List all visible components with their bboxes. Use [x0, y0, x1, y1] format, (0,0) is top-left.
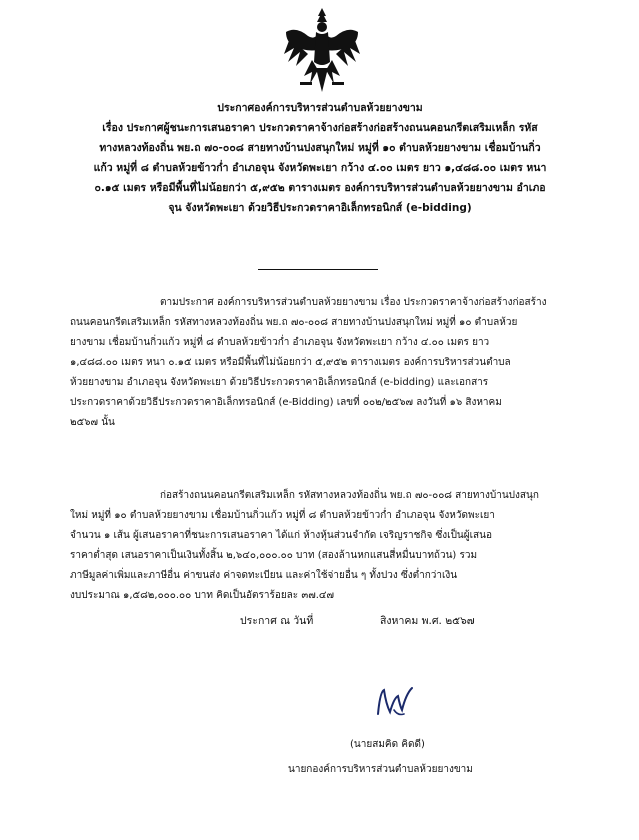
- paragraph-line: ประกวดราคาด้วยวิธีประกวดราคาอิเล็กทรอนิกส์ (e-Bidding) เลขที่ ๐๐๒/๒๕๖๗ ลงวันที่ ๑๖ สิงหาคม: [70, 397, 502, 408]
- paragraph-line: ภาษีมูลค่าเพิ่มและภาษีอื่น ค่าขนส่ง ค่าจดทะเบียน และค่าใช้จ่ายอื่น ๆ ทั้งปวง ซึ่งต่ำกว่าเงิน: [70, 570, 458, 581]
- subject-line: จุน จังหวัดพะเยา ด้วยวิธีประกวดราคาอิเล็กทรอนิกส์ (e-bidding): [168, 202, 472, 214]
- paragraph-reference: [70, 293, 575, 433]
- subject-line: ๐.๑๕ เมตร หรือมีพื้นที่ไม่น้อยกว่า ๕,๙๕๒ ตารางเมตร องค์การบริหารส่วนตำบลห้วยยางขาม อำเภอ: [94, 182, 546, 194]
- org-title: ประกาศองค์การบริหารส่วนตำบลห้วยยางขาม: [217, 102, 423, 114]
- paragraph-line: ๒๕๖๗ นั้น: [70, 417, 115, 428]
- announce-date: สิงหาคม พ.ศ. ๒๕๖๗: [380, 615, 475, 627]
- paragraph-line: งบประมาณ ๑,๕๘๒,๐๐๐.๐๐ บาท คิดเป็นอัตราร้อยละ ๓๗.๔๗: [70, 590, 334, 601]
- announcement-header: [40, 98, 600, 218]
- subject-line: แก้ว หมู่ที่ ๘ ตำบลห้วยข้าวก่ำ อำเภอจุน จังหวัดพะเยา กว้าง ๔.๐๐ เมตร ยาว ๑,๔๘๘.๐๐ เมตร หนา: [93, 162, 547, 174]
- paragraph-winner: [70, 486, 575, 606]
- paragraph-line: ราคาต่ำสุด เสนอราคาเป็นเงินทั้งสิ้น ๒,๖๔๐,๐๐๐.๐๐ บาท (สองล้านหกแสนสี่หมื่นบาทถ้วน) รวม: [70, 550, 478, 561]
- paragraph-line: ๑,๔๘๘.๐๐ เมตร หนา ๐.๑๕ เมตร หรือมีพื้นที่ไม่น้อยกว่า ๕,๙๕๒ ตารางเมตร องค์การบริหารส่วนตำบล: [70, 357, 511, 368]
- paragraph-line: ใหม่ หมู่ที่ ๑๐ ตำบลห้วยยางขาม เชื่อมบ้านกิ่วแก้ว หมู่ที่ ๘ ตำบลห้วยข้าวก่ำ อำเภอจุน จังหวัดพะเยา: [70, 510, 495, 521]
- paragraph-line: ยางขาม เชื่อมบ้านกิ่วแก้ว หมู่ที่ ๘ ตำบลห้วยข้าวก่ำ อำเภอจุน จังหวัดพะเยา กว้าง ๔.๐๐ เมตร ยาว: [70, 337, 490, 348]
- subject-line: เรื่อง ประกาศผู้ชนะการเสนอราคา ประกวดราคาจ้างก่อสร้างก่อสร้างถนนคอนกรีตเสริมเหล็ก รหัส: [102, 122, 538, 134]
- announce-prefix: ประกาศ ณ วันที่: [240, 615, 314, 627]
- signatory-name: (นายสมคิด คิดดี): [350, 739, 425, 750]
- paragraph-line: จำนวน ๑ เส้น ผู้เสนอราคาที่ชนะการเสนอราคา ได้แก่ ห้างหุ้นส่วนจำกัด เจริญราชกิจ ซึ่งเป็นผู้เสนอ: [70, 530, 492, 541]
- paragraph-line: ก่อสร้างถนนคอนกรีตเสริมเหล็ก รหัสทางหลวงท้องถิ่น พย.ถ ๗๐-๐๐๘ สายทางบ้านปงสนุก: [160, 490, 539, 501]
- paragraph-line: ห้วยยางขาม อำเภอจุน จังหวัดพะเยา ด้วยวิธีประกวดราคาอิเล็กทรอนิกส์ (e-bidding) และเอกสาร: [70, 377, 489, 388]
- signatory-position: นายกองค์การบริหารส่วนตำบลห้วยยางขาม: [288, 764, 473, 775]
- garuda-emblem: [282, 6, 362, 94]
- paragraph-line: ถนนคอนกรีตเสริมเหล็ก รหัสทางหลวงท้องถิ่น พย.ถ ๗๐-๐๐๘ สายทางบ้านปงสนุกใหม่ หมู่ที่ ๑๐ ตำบลห้วย: [70, 317, 518, 328]
- divider: [258, 269, 378, 270]
- paragraph-line: ตามประกาศ องค์การบริหารส่วนตำบลห้วยยางขาม เรื่อง ประกวดราคาจ้างก่อสร้างก่อสร้าง: [160, 297, 547, 308]
- subject-line: ทางหลวงท้องถิ่น พย.ถ ๗๐-๐๐๘ สายทางบ้านปงสนุกใหม่ หมู่ที่ ๑๐ ตำบลห้วยยางขาม เชื่อมบ้านกิ่ว: [99, 142, 541, 154]
- handwritten-signature: [370, 684, 420, 722]
